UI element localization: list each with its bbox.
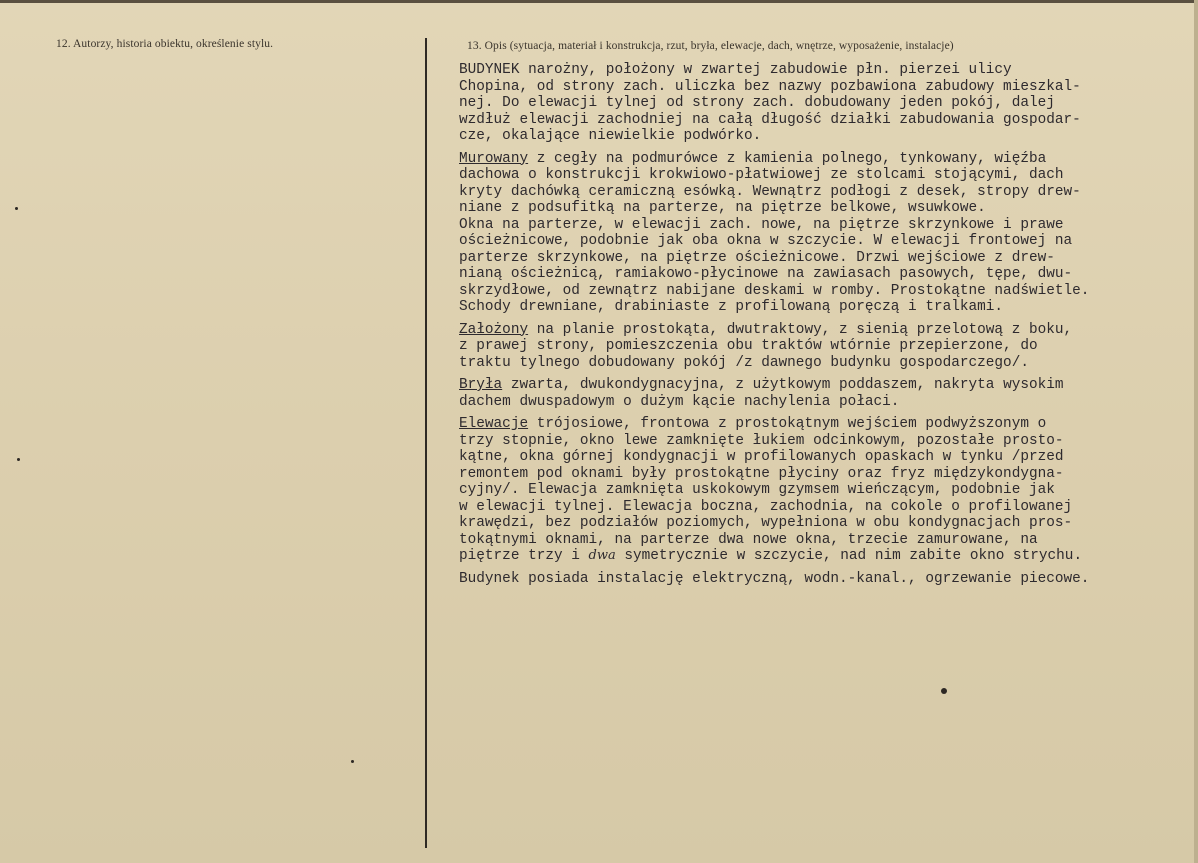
- text-line: [459, 548, 1198, 565]
- text-segment: trójosiowe, frontowa z prostokątnym wejściem podwyższonym o: [528, 416, 1047, 432]
- section-13-header: 13. Opis (sytuacja, materiał i konstrukcja, rzut, bryła, elewacje, dach, wnętrze, wyposażenie, instalacje): [467, 40, 954, 52]
- text-segment: symetrycznie w szczycie, nad nim zabite okno strychu.: [615, 548, 1083, 564]
- text-line: Budynek posiada instalację elektryczną, wodn.-kanal., ogrzewanie piecowe.: [459, 570, 1090, 587]
- text-line: kryty dachówką ceramiczną esówką. Wewnątrz podłogi z desek, stropy drew-: [459, 183, 1081, 200]
- text-line: traktu tylnego dobudowany pokój /z dawnego budynku gospodarczego/.: [459, 354, 1029, 371]
- text-line: [459, 377, 1198, 394]
- text-line: skrzydłowe, od zewnątrz nabijane deskami w romby. Prostokątne nadświetle.: [459, 282, 1090, 299]
- paragraph-location: [459, 62, 1198, 145]
- text-line: Chopina, od strony zach. uliczka bez nazwy pozbawiona zabudowy mieszkal-: [459, 78, 1081, 95]
- paragraph-construction: [459, 151, 1198, 316]
- ink-speck: [17, 458, 20, 461]
- paragraph-elevations: [459, 416, 1198, 565]
- text-line: w elewacji tylnej. Elewacja boczna, zachodnia, na cokole o profilowanej: [459, 498, 1073, 515]
- text-line: nej. Do elewacji tylnej od strony zach. dobudowany jeden pokój, dalej: [459, 95, 1055, 111]
- text-line: cze, okalające niewielkie podwórko.: [459, 128, 762, 144]
- text-line: dachowa o konstrukcji krokwiowo-płatwiowej ze stolcami stojącymi, dach: [459, 167, 1064, 183]
- text-line: dachem dwuspadowym o dużym kącie nachylenia połaci.: [459, 393, 900, 410]
- text-segment: z cegły na podmurówce z kamienia polnego, tynkowany, więźba: [528, 150, 1047, 167]
- text-line: parterze skrzynkowe, na piętrze ościeżnicowe. Drzwi wejściowe z drew-: [459, 249, 1055, 266]
- handwritten-insertion: dwa: [588, 548, 616, 563]
- text-line: Schody drewniane, drabiniaste z profilowaną poręczą i tralkami.: [459, 299, 1004, 315]
- ink-speck: [941, 688, 947, 694]
- keyword-bryla: Bryła: [459, 377, 503, 393]
- text-line: [459, 322, 1198, 339]
- keyword-murowany: Murowany: [459, 150, 529, 167]
- text-line: Okna na parterze, w elewacji zach. nowe, na piętrze skrzynkowe i prawe: [459, 216, 1064, 233]
- ink-speck: [15, 207, 18, 210]
- keyword-zalozony: Założony: [459, 321, 529, 338]
- text-line: krawędzi, bez podziałów poziomych, wypełniona w obu kondygnacjach pros-: [459, 515, 1073, 531]
- text-segment: zwarta, dwukondygnacyjna, z użytkowym poddaszem, nakryta wysokim: [502, 377, 1064, 393]
- text-line: [459, 151, 1198, 168]
- text-line: tokątnymi oknami, na parterze dwa nowe okna, trzecie zamurowane, na: [459, 531, 1038, 548]
- text-line: z prawej strony, pomieszczenia obu traktów wtórnie przepierzone, do: [459, 338, 1038, 354]
- text-line: remontem pod oknami były prostokątne płyciny oraz fryz międzykondygna-: [459, 465, 1064, 482]
- paragraph-installations: [459, 571, 1198, 588]
- text-line: kątne, okna górnej kondygnacji w profilowanych opaskach w tynku /przed: [459, 449, 1064, 465]
- text-line: ościeżnicowe, podobnie jak oba okna w szczycie. W elewacji frontowej na: [459, 233, 1073, 249]
- paragraph-massing: [459, 377, 1198, 410]
- text-line: trzy stopnie, okno lewe zamknięte łukiem odcinkowym, pozostałe prosto-: [459, 432, 1064, 449]
- text-line: [459, 416, 1198, 433]
- description-text: [459, 62, 1198, 593]
- sheet-top-edge: [0, 0, 1198, 3]
- text-line: BUDYNEK narożny, położony w zwartej zabudowie płn. pierzei ulicy: [459, 62, 1012, 78]
- text-segment: na planie prostokąta, dwutraktowy, z sienią przelotową z boku,: [528, 321, 1073, 338]
- section-12-header: 12. Autorzy, historia obiektu, określenie stylu.: [56, 38, 274, 50]
- text-line: nianą ościeżnicą, ramiakowo-płycinowe na zawiasach pasowych, tępe, dwu-: [459, 266, 1073, 282]
- text-line: cyjny/. Elewacja zamknięta uskokowym gzymsem wieńczącym, podobnie jak: [459, 482, 1055, 498]
- text-segment: piętrze trzy i: [459, 548, 589, 564]
- column-divider: [425, 38, 427, 848]
- text-line: wzdłuż elewacji zachodniej na całą długość działki zabudowania gospodar-: [459, 111, 1081, 128]
- ink-speck: [351, 760, 354, 763]
- paragraph-plan: [459, 322, 1198, 372]
- keyword-elewacje: Elewacje: [459, 416, 529, 432]
- text-line: niane z podsufitką na parterze, na piętrze belkowe, wsuwkowe.: [459, 200, 986, 216]
